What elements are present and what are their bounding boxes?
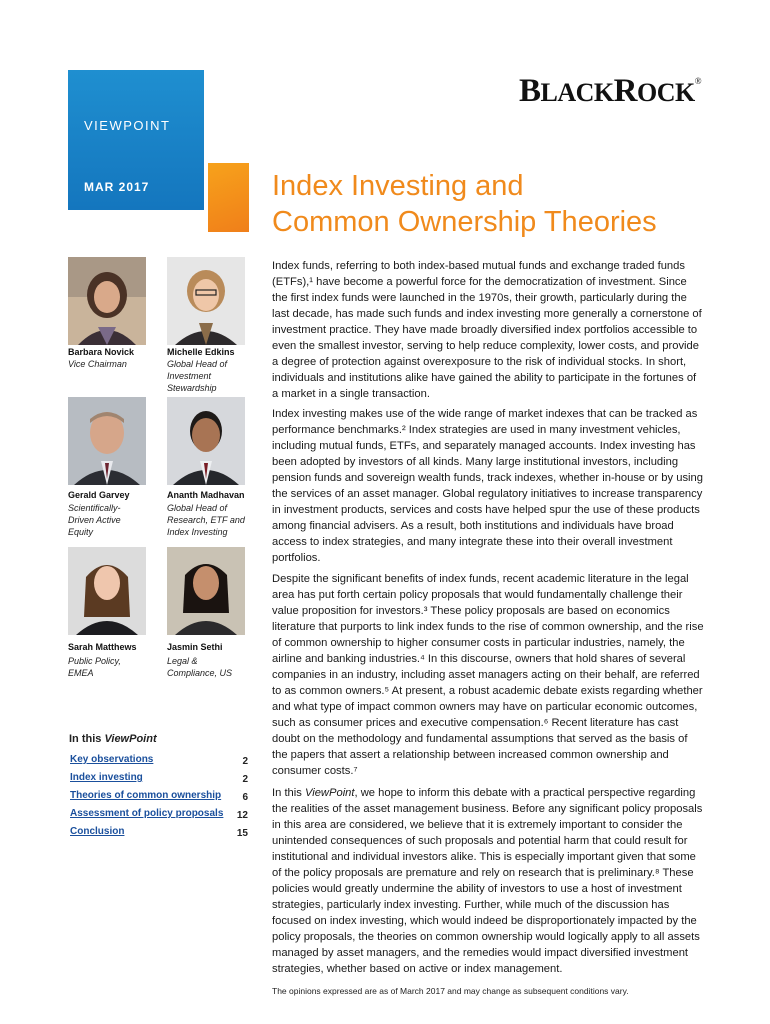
toc-link-index-investing[interactable]: Index investing (70, 772, 143, 783)
toc-link-conclusion[interactable]: Conclusion (70, 826, 125, 837)
title-line-1: Index Investing and (272, 170, 524, 202)
toc-heading-prefix: In this (69, 733, 102, 745)
author-role: Scientifically-Driven Active Equity (68, 503, 121, 537)
author-name: Barbara Novick (68, 347, 135, 357)
author-photo-ananth-madhavan (167, 397, 245, 485)
toc-heading (69, 733, 157, 745)
p4-italic: ViewPoint (304, 787, 355, 799)
body-paragraph-2: Index investing makes use of the wide range of market indexes that can be tracked as performance benchmarks.² Index strategies are used in many investment vehicles, including mutual funds, ETFs, and separately managed accounts. Index investing has been adopted by investors of all kinds. Many large institutional investors, including pension funds and sovereign wealth funds, track indexes, whether in-house or by using the services of an asset manager. Global regulatory initiatives to increase transparency in investment products, services and costs have helped spur the use of these products among financial advisers. As a result, both institutions and individuals have broad access to index strategies, and many integrate these into their overall investment portfolios. (272, 408, 703, 564)
publication-date: MAR 2017 (84, 180, 150, 194)
author-role: Public Policy, EMEA (68, 656, 121, 678)
author-role: Global Head of Research, ETF and Index Investing (167, 503, 245, 537)
author-role: Legal & Compliance, US (167, 656, 233, 678)
footer-disclaimer: The opinions expressed are as of March 2017 and may change as subsequent conditions vary. (272, 986, 629, 996)
author-name: Gerald Garvey (68, 490, 130, 500)
body-paragraph-3: Despite the significant benefits of index funds, recent academic literature in the legal area has put forth certain policy proposals that would fundamentally challenge their value proposition for investors.³ These policy proposals are based on economics literature that purports to link index funds to the rise of common ownership, and the rise of common ownership to higher consumer costs in particular industries, namely, the airline and banking industries.⁴ In this discourse, owners that hold shares of several companies in an industry, including asset managers acting on their behalf, are referred to as common owners.⁵ At present, a robust academic debate exists regarding whether and what type of impact common owners may have on particular economic outcomes, such as consumer prices and executive compensation.⁶ Recent literature has cast doubt on the methodology and fundamental assumptions that served as the basis of the papers that assert a relationship between increased common ownership and consumer costs.⁷ (272, 573, 704, 777)
toc-link-key-observations[interactable]: Key observations (70, 754, 154, 765)
toc-page-number: 2 (242, 756, 248, 767)
title-line-2: Common Ownership Theories (272, 206, 657, 238)
author-photo-michelle-edkins (167, 257, 245, 345)
author-name: Jasmin Sethi (167, 642, 223, 652)
author-photo-sarah-matthews (68, 547, 146, 635)
body-paragraph-1: Index funds, referring to both index-based mutual funds and exchange traded funds (ETFs),¹ have become a powerful force for the democratization of investment. Since the first index funds were launched in the 1970s, their growth, particularly during the last decade, has made such funds and index investing more generally a cornerstone of investment practice. They have made broadly diversified index portfolios accessible to even the smallest investor, serving to help reduce complexity, lower costs, and provide a degree of protection against overexposure to the risk of individual stocks. In short, individuals and institutions alike have gained the ability to participate in the fortunes of a market in a single transaction. (272, 260, 702, 400)
toc-link-assessment-of-policy-proposals[interactable]: Assessment of policy proposals (70, 808, 224, 819)
p4-rest: , we hope to inform this debate with a practical perspective regarding the realities of the asset management business. Before any significant policy proposals in this area are considered, we believe that it is extremely important to consider the unintended consequences of such proposals and potential harm that could result for institutional and individual investors alike. This is especially important given that some of the policy proposals are premature and rely on research that is preliminary.⁸ These policies would greatly undermine the ability of investors to use a host of investment strategies, particularly index investing. Further, while much of the discussion has focused on index investing, which would indeed be disproportionately impacted by the policy proposals, the theories on common ownership would logically apply to all assets managed by asset managers, and the remedies would impact diversified investment strategies, whether based on active or index management. (272, 787, 703, 975)
toc-page-number: 15 (236, 828, 248, 839)
blackrock-logo: BLACKROCK® (519, 73, 702, 109)
author-photo-barbara-novick (68, 257, 146, 345)
toc-heading-italic: ViewPoint (104, 733, 157, 745)
author-name: Ananth Madhavan (167, 490, 245, 500)
toc-link-theories-of-common-ownership[interactable]: Theories of common ownership (70, 790, 222, 801)
viewpoint-label: VIEWPOINT (84, 118, 171, 133)
author-photo-gerald-garvey (68, 397, 146, 485)
toc-page-number: 12 (236, 810, 248, 821)
toc-page-number: 2 (242, 774, 248, 785)
page-title (272, 168, 742, 240)
author-name: Michelle Edkins (167, 347, 235, 357)
author-role: Vice Chairman (68, 359, 127, 369)
accent-bar (208, 163, 249, 232)
author-name: Sarah Matthews (68, 642, 137, 652)
author-role: Global Head of Investment Stewardship (167, 359, 228, 393)
author-photo-jasmin-sethi (167, 547, 245, 635)
body-paragraph-4 (272, 785, 704, 977)
p4-start: In this (272, 787, 305, 799)
toc-page-number: 6 (242, 792, 248, 803)
